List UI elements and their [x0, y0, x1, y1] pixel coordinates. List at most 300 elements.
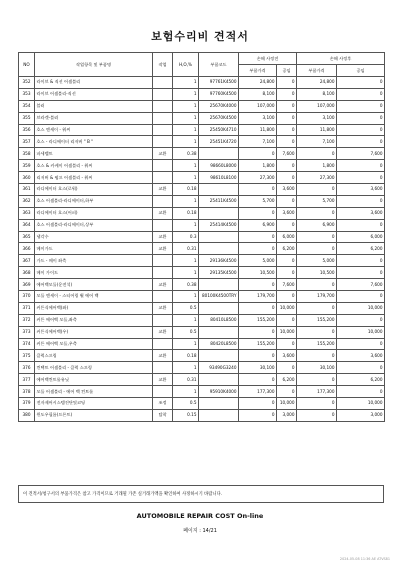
- cell-hours: 1: [173, 136, 199, 148]
- cell-before-labor: 0: [277, 219, 297, 231]
- cell-work: [153, 338, 173, 350]
- cell-before-labor: 6,000: [277, 231, 297, 243]
- cell-after-part: 0: [297, 326, 337, 338]
- cell-after-labor: 10,000: [337, 302, 385, 314]
- cell-work: [153, 124, 173, 136]
- cell-before-labor: 7,600: [277, 279, 297, 291]
- cell-before-part: 0: [239, 398, 277, 410]
- cell-before-part: 0: [239, 207, 277, 219]
- cell-after-labor: 0: [337, 124, 385, 136]
- cell-before-part: 5,700: [239, 195, 277, 207]
- cell-after-part: 0: [297, 207, 337, 219]
- cell-item: 냉각수: [35, 231, 153, 243]
- cell-work: 탈착: [153, 409, 173, 421]
- cell-after-labor: 10,000: [337, 398, 385, 410]
- cell-before-labor: 3,600: [277, 350, 297, 362]
- cell-work: 교환: [153, 326, 173, 338]
- cell-hours: 0.5: [173, 326, 199, 338]
- cell-work: 교환: [153, 279, 173, 291]
- cell-item: 라디에이터 호스(로워): [35, 184, 153, 196]
- table-row: [19, 302, 385, 314]
- table-row: [19, 195, 385, 207]
- table-row: [19, 207, 385, 219]
- cell-before-labor: 0: [277, 124, 297, 136]
- cell-no: 368: [19, 267, 35, 279]
- cell-before-part: 0: [239, 302, 277, 314]
- table-row: [19, 231, 385, 243]
- cell-before-labor: 0: [277, 88, 297, 100]
- cell-after-labor: 7,600: [337, 148, 385, 160]
- cell-after-part: 8,100: [297, 88, 337, 100]
- cell-after-labor: 0: [337, 136, 385, 148]
- table-row: [19, 124, 385, 136]
- cell-after-labor: 0: [337, 291, 385, 303]
- before-labor-header: 공임: [277, 65, 297, 77]
- cell-no: 380: [19, 409, 35, 421]
- cell-work: 교환: [153, 184, 173, 196]
- cell-before-labor: 0: [277, 267, 297, 279]
- cell-code: 80410L8500: [199, 314, 239, 326]
- cell-before-part: 6,900: [239, 219, 277, 231]
- cell-item: 라이브 & 직선 어셈블리: [35, 77, 153, 89]
- cell-item: 가드 - 메이 좌측: [35, 255, 153, 267]
- cell-before-labor: 10,000: [277, 398, 297, 410]
- cell-before-part: 3,100: [239, 112, 277, 124]
- cell-work: 조정: [153, 398, 173, 410]
- cell-no: 367: [19, 255, 35, 267]
- cell-before-labor: 0: [277, 160, 297, 172]
- cell-work: [153, 219, 173, 231]
- cell-after-labor: 0: [337, 172, 385, 184]
- cell-code: 25414K4500: [199, 219, 239, 231]
- table-row: [19, 88, 385, 100]
- table-row: [19, 362, 385, 374]
- cell-no: 360: [19, 172, 35, 184]
- cell-before-part: 0: [239, 374, 277, 386]
- cell-work: [153, 291, 173, 303]
- cell-work: [153, 195, 173, 207]
- cell-no: 356: [19, 124, 35, 136]
- cell-after-part: 10,500: [297, 267, 337, 279]
- cell-before-labor: 3,000: [277, 409, 297, 421]
- cell-hours: 0.38: [173, 148, 199, 160]
- cell-hours: 1: [173, 88, 199, 100]
- disclaimer-note: 이 견적서/청구서의 부품가격은 참고 가격이므로 거래될 가존 실거래가액을 확인하여 사정하시기 바랍니다.: [18, 485, 384, 503]
- cell-no: 366: [19, 243, 35, 255]
- cell-no: 354: [19, 100, 35, 112]
- cell-before-part: 30,100: [239, 362, 277, 374]
- cell-work: [153, 267, 173, 279]
- cell-after-labor: 0: [337, 362, 385, 374]
- cell-after-labor: 10,000: [337, 326, 385, 338]
- cell-item: 파세벨트: [35, 148, 153, 160]
- table-row: [19, 398, 385, 410]
- cell-hours: 1: [173, 291, 199, 303]
- cell-item: 커튼 에어백 모듈,좌측: [35, 314, 153, 326]
- cell-after-part: 0: [297, 409, 337, 421]
- cell-no: 364: [19, 219, 35, 231]
- table-row: [19, 172, 385, 184]
- cell-hours: 1: [173, 314, 199, 326]
- cell-after-labor: 0: [337, 88, 385, 100]
- cell-work: [153, 112, 173, 124]
- cell-before-part: 0: [239, 409, 277, 421]
- cell-code: [199, 184, 239, 196]
- cell-after-part: 6,900: [297, 219, 337, 231]
- cell-hours: 1: [173, 195, 199, 207]
- cell-code: 25451K4720: [199, 136, 239, 148]
- cell-before-labor: 0: [277, 291, 297, 303]
- cell-after-part: 177,300: [297, 386, 337, 398]
- cell-before-labor: 7,600: [277, 148, 297, 160]
- cell-hours: 1: [173, 112, 199, 124]
- cell-code: [199, 148, 239, 160]
- cell-before-part: 0: [239, 326, 277, 338]
- cell-before-part: 27,300: [239, 172, 277, 184]
- cell-work: [153, 77, 173, 89]
- cell-hours: 0.3: [173, 231, 199, 243]
- cell-hours: 0.31: [173, 243, 199, 255]
- cell-no: 355: [19, 112, 35, 124]
- cell-before-part: 177,300: [239, 386, 277, 398]
- cell-before-labor: 0: [277, 136, 297, 148]
- cell-after-part: 0: [297, 350, 337, 362]
- cell-before-part: 0: [239, 148, 277, 160]
- cell-item: 컨택트 어셈블리 - 클럭 스프링: [35, 362, 153, 374]
- table-row: [19, 136, 385, 148]
- table-row: [19, 326, 385, 338]
- col-code-header: 부품코드: [199, 53, 239, 77]
- cell-before-labor: 0: [277, 338, 297, 350]
- cell-before-labor: 0: [277, 77, 297, 89]
- cell-no: 374: [19, 338, 35, 350]
- cell-code: [199, 243, 239, 255]
- cell-after-part: 179,700: [297, 291, 337, 303]
- cell-after-part: 0: [297, 231, 337, 243]
- cell-after-labor: 3,600: [337, 184, 385, 196]
- cell-item: 에어백모듈(운전석): [35, 279, 153, 291]
- cell-work: [153, 362, 173, 374]
- table-row: [19, 255, 385, 267]
- cell-after-part: 7,100: [297, 136, 337, 148]
- cell-work: [153, 100, 173, 112]
- table-row: [19, 409, 385, 421]
- cell-code: [199, 398, 239, 410]
- cell-after-part: 30,100: [297, 362, 337, 374]
- cell-after-labor: 6,200: [337, 374, 385, 386]
- cell-hours: 0.5: [173, 302, 199, 314]
- cell-item: 호스 - 라디에이터 리저버 " B ": [35, 136, 153, 148]
- cell-before-part: 155,200: [239, 338, 277, 350]
- cell-no: 370: [19, 291, 35, 303]
- cell-code: [199, 350, 239, 362]
- cell-after-labor: 0: [337, 386, 385, 398]
- footer-title: AUTOMOBILE REPAIR COST On-line: [136, 512, 264, 520]
- table-row: [19, 291, 385, 303]
- after-group-header: 손해 사정후: [297, 53, 385, 65]
- cell-no: 362: [19, 195, 35, 207]
- cell-after-labor: 3,600: [337, 350, 385, 362]
- cell-hours: 0.18: [173, 184, 199, 196]
- cell-after-labor: 0: [337, 77, 385, 89]
- cell-before-part: 155,200: [239, 314, 277, 326]
- cell-after-part: 5,000: [297, 255, 337, 267]
- print-timestamp: 2024-05-08 11:36 AE ATVS81: [339, 557, 390, 561]
- cell-code: [199, 302, 239, 314]
- before-group-header: 손해 사정전: [239, 53, 297, 65]
- cell-item: 커튼 에어백 모듈,우측: [35, 338, 153, 350]
- cell-hours: 1: [173, 124, 199, 136]
- cell-item: 모듈 어셈블리 - 에어 백 컨트롤: [35, 386, 153, 398]
- cell-work: 교환: [153, 350, 173, 362]
- cell-before-part: 7,100: [239, 136, 277, 148]
- cell-hours: 0.5: [173, 398, 199, 410]
- cell-before-labor: 3,600: [277, 207, 297, 219]
- cell-after-labor: 0: [337, 160, 385, 172]
- cell-hours: 1: [173, 77, 199, 89]
- cell-code: 25670K4500: [199, 112, 239, 124]
- cell-item: 윈도우필름(프론트): [35, 409, 153, 421]
- table-row: [19, 374, 385, 386]
- cell-item: 호스 & 카케이 어셈블리 - 워씨: [35, 160, 153, 172]
- cell-before-part: 10,500: [239, 267, 277, 279]
- cell-work: [153, 172, 173, 184]
- cell-after-labor: 0: [337, 219, 385, 231]
- cell-code: [199, 409, 239, 421]
- cell-after-part: 11,800: [297, 124, 337, 136]
- cell-hours: 1: [173, 172, 199, 184]
- cell-code: 29136K4500: [199, 255, 239, 267]
- cell-before-labor: 0: [277, 112, 297, 124]
- table-row: [19, 184, 385, 196]
- table-row: [19, 267, 385, 279]
- cell-after-part: 1,800: [297, 160, 337, 172]
- cell-item: 전자제어시스템진단및코딩: [35, 398, 153, 410]
- after-part-price-header: 부품가격: [297, 65, 337, 77]
- cell-code: [199, 207, 239, 219]
- cell-work: [153, 314, 173, 326]
- cell-no: 378: [19, 386, 35, 398]
- cell-after-labor: 0: [337, 314, 385, 326]
- cell-after-labor: 0: [337, 267, 385, 279]
- cell-item: 브라켓-블러: [35, 112, 153, 124]
- cell-after-part: 0: [297, 148, 337, 160]
- cell-after-labor: 6,200: [337, 243, 385, 255]
- cell-before-part: 0: [239, 350, 277, 362]
- cell-code: 97760K4500: [199, 88, 239, 100]
- table-row: [19, 386, 385, 398]
- cell-hours: 0.18: [173, 350, 199, 362]
- cell-after-part: 0: [297, 374, 337, 386]
- cell-before-labor: 0: [277, 386, 297, 398]
- cell-after-part: 155,200: [297, 338, 337, 350]
- cell-hours: 1: [173, 267, 199, 279]
- cell-after-part: 27,300: [297, 172, 337, 184]
- cell-hours: 0.18: [173, 207, 199, 219]
- cell-no: 376: [19, 362, 35, 374]
- table-row: [19, 100, 385, 112]
- cell-hours: 1: [173, 100, 199, 112]
- cell-hours: 1: [173, 219, 199, 231]
- cell-code: 25670K4000: [199, 100, 239, 112]
- before-part-price-header: 부품가격: [239, 65, 277, 77]
- table-row: [19, 314, 385, 326]
- cell-hours: 1: [173, 362, 199, 374]
- cell-item: 라디에이터 호스(어퍼): [35, 207, 153, 219]
- document-title: 보험수리비 견적서: [151, 30, 249, 43]
- cell-before-labor: 6,200: [277, 243, 297, 255]
- cell-after-part: 0: [297, 398, 337, 410]
- cell-no: 359: [19, 160, 35, 172]
- cell-after-part: 0: [297, 302, 337, 314]
- cell-code: 29135K4500: [199, 267, 239, 279]
- table-row: [19, 148, 385, 160]
- cell-code: 25411K4500: [199, 195, 239, 207]
- cell-before-part: 11,800: [239, 124, 277, 136]
- cell-item: 라이브 어셈블리-직선: [35, 88, 153, 100]
- cell-item: 호스 어셈블리-라디에이터,하부: [35, 195, 153, 207]
- cell-code: 25450K4710: [199, 124, 239, 136]
- col-item-header: 작업항목 및 부품명: [35, 53, 153, 77]
- cell-after-labor: 3,000: [337, 409, 385, 421]
- table-row: [19, 219, 385, 231]
- table-row: [19, 112, 385, 124]
- cell-no: 372: [19, 314, 35, 326]
- cell-code: 98610L8100: [199, 172, 239, 184]
- cell-after-part: 3,100: [297, 112, 337, 124]
- table-row: [19, 338, 385, 350]
- cell-code: 80420L8500: [199, 338, 239, 350]
- cell-before-part: 8,100: [239, 88, 277, 100]
- cell-hours: 1: [173, 255, 199, 267]
- estimate-rows: [19, 77, 385, 422]
- cell-after-part: 0: [297, 279, 337, 291]
- cell-hours: 0.31: [173, 374, 199, 386]
- cell-item: 리저버 & 펌프 어셈블리 - 워씨: [35, 172, 153, 184]
- cell-before-labor: 6,200: [277, 374, 297, 386]
- cell-code: 98660L8000: [199, 160, 239, 172]
- cell-after-labor: 0: [337, 255, 385, 267]
- cell-no: 361: [19, 184, 35, 196]
- cell-work: 교환: [153, 243, 173, 255]
- cell-after-part: 24,800: [297, 77, 337, 89]
- cell-code: [199, 326, 239, 338]
- cell-before-part: 0: [239, 279, 277, 291]
- cell-item: 모듈 엔세이 - 스티어링 휠 에어 백: [35, 291, 153, 303]
- cell-no: 379: [19, 398, 35, 410]
- cell-hours: 1: [173, 338, 199, 350]
- table-row: [19, 77, 385, 89]
- cell-after-labor: 3,600: [337, 207, 385, 219]
- cell-before-part: 0: [239, 243, 277, 255]
- cell-no: 377: [19, 374, 35, 386]
- cell-code: 80100K4500TRY: [199, 291, 239, 303]
- cell-no: 363: [19, 207, 35, 219]
- cell-no: 352: [19, 77, 35, 89]
- cell-code: [199, 374, 239, 386]
- cell-after-part: 155,200: [297, 314, 337, 326]
- cell-before-part: 0: [239, 184, 277, 196]
- cell-before-part: 179,700: [239, 291, 277, 303]
- cell-before-labor: 0: [277, 195, 297, 207]
- cell-item: 클럭스프링: [35, 350, 153, 362]
- cell-after-part: 107,000: [297, 100, 337, 112]
- col-hours-header: H,O,%: [173, 53, 199, 77]
- table-row: [19, 160, 385, 172]
- cell-code: 95910K4000: [199, 386, 239, 398]
- cell-no: 358: [19, 148, 35, 160]
- cell-after-labor: 0: [337, 195, 385, 207]
- cell-hours: 1: [173, 386, 199, 398]
- cell-hours: 0.38: [173, 279, 199, 291]
- cell-after-part: 0: [297, 243, 337, 255]
- cell-work: 교환: [153, 302, 173, 314]
- cell-work: 교환: [153, 148, 173, 160]
- cell-work: [153, 136, 173, 148]
- cell-no: 369: [19, 279, 35, 291]
- cell-before-labor: 0: [277, 100, 297, 112]
- cell-item: 호스 엔세이 - 워씨: [35, 124, 153, 136]
- cell-code: [199, 279, 239, 291]
- cell-work: [153, 160, 173, 172]
- cell-item: 커튼식에어백(우): [35, 326, 153, 338]
- cell-no: 353: [19, 88, 35, 100]
- cell-after-labor: 7,600: [337, 279, 385, 291]
- cell-after-part: 0: [297, 184, 337, 196]
- col-no-header: NO: [19, 53, 35, 77]
- cell-after-labor: 0: [337, 112, 385, 124]
- cell-before-part: 5,000: [239, 255, 277, 267]
- cell-item: 커튼식에어백(좌): [35, 302, 153, 314]
- cell-before-part: 0: [239, 231, 277, 243]
- after-labor-header: 공임: [337, 65, 385, 77]
- cell-item: 블러: [35, 100, 153, 112]
- cell-item: 메이가드: [35, 243, 153, 255]
- cell-no: 357: [19, 136, 35, 148]
- cell-after-labor: 0: [337, 100, 385, 112]
- cell-code: 97761K4500: [199, 77, 239, 89]
- table-row: [19, 243, 385, 255]
- header-row-top: [19, 53, 385, 65]
- cell-work: 교환: [153, 374, 173, 386]
- cell-before-labor: 0: [277, 172, 297, 184]
- cell-item: 호스 어셈블리-라디에이터,상부: [35, 219, 153, 231]
- cell-before-part: 1,800: [239, 160, 277, 172]
- cell-no: 373: [19, 326, 35, 338]
- cell-work: [153, 88, 173, 100]
- cell-hours: 1: [173, 160, 199, 172]
- col-work-header: 작업: [153, 53, 173, 77]
- cell-no: 371: [19, 302, 35, 314]
- cell-work: 교환: [153, 231, 173, 243]
- table-row: [19, 350, 385, 362]
- cell-before-labor: 10,000: [277, 302, 297, 314]
- cell-after-part: 5,700: [297, 195, 337, 207]
- cell-no: 375: [19, 350, 35, 362]
- cell-after-labor: 0: [337, 338, 385, 350]
- page-number: 페이지 : 14/21: [183, 528, 217, 534]
- cell-work: 교환: [153, 207, 173, 219]
- estimate-table: [18, 52, 385, 422]
- cell-before-labor: 3,600: [277, 184, 297, 196]
- cell-hours: 0.15: [173, 409, 199, 421]
- cell-before-labor: 0: [277, 314, 297, 326]
- cell-no: 365: [19, 231, 35, 243]
- cell-before-labor: 0: [277, 255, 297, 267]
- cell-before-labor: 10,000: [277, 326, 297, 338]
- cell-item: 메이 가이드: [35, 267, 153, 279]
- cell-after-labor: 6,000: [337, 231, 385, 243]
